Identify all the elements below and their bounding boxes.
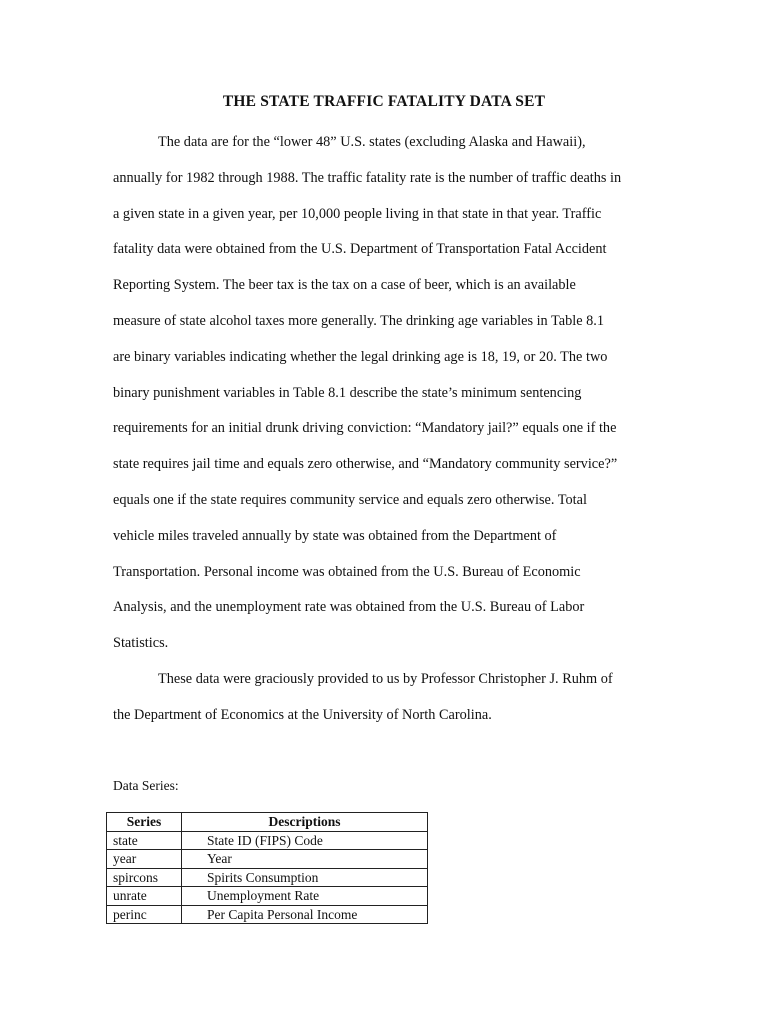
paragraph-line: a given state in a given year, per 10,000 people living in that state in that year. Traffic xyxy=(113,205,602,222)
paragraph-line: Reporting System. The beer tax is the tax on a case of beer, which is an available xyxy=(113,277,576,294)
description-cell: Year xyxy=(182,850,428,869)
table-row xyxy=(107,868,428,887)
column-header-descriptions: Descriptions xyxy=(182,813,428,832)
paragraph-line: state requires jail time and equals zero otherwise, and “Mandatory community service?” xyxy=(113,456,618,473)
description-cell: Spirits Consumption xyxy=(182,868,428,887)
table-row xyxy=(107,887,428,906)
description-cell: Unemployment Rate xyxy=(182,887,428,906)
series-cell: perinc xyxy=(107,905,182,924)
series-cell: year xyxy=(107,850,182,869)
paragraph-line: binary punishment variables in Table 8.1 describe the state’s minimum sentencing xyxy=(113,384,582,401)
table-row xyxy=(107,850,428,869)
paragraph-line: the Department of Economics at the University of North Carolina. xyxy=(113,706,492,723)
paragraph-line: Analysis, and the unemployment rate was obtained from the U.S. Bureau of Labor xyxy=(113,599,585,616)
table-row xyxy=(107,905,428,924)
series-cell: state xyxy=(107,831,182,850)
page-title: THE STATE TRAFFIC FATALITY DATA SET xyxy=(222,93,546,110)
paragraph-line: fatality data were obtained from the U.S. Department of Transportation Fatal Accident xyxy=(113,241,607,258)
paragraph-description xyxy=(113,125,658,662)
paragraph-line: Statistics. xyxy=(113,635,169,652)
data-series-label: Data Series: xyxy=(113,778,179,793)
paragraph-line: equals one if the state requires community service and equals zero otherwise. Total xyxy=(113,491,587,508)
paragraph-line: vehicle miles traveled annually by state was obtained from the Department of xyxy=(113,527,557,544)
series-cell: unrate xyxy=(107,887,182,906)
description-cell: Per Capita Personal Income xyxy=(182,905,428,924)
table-header-row xyxy=(107,813,428,832)
paragraph-line: These data were graciously provided to us by Professor Christopher J. Ruhm of xyxy=(158,671,613,687)
series-cell: spircons xyxy=(107,868,182,887)
description-cell: State ID (FIPS) Code xyxy=(182,831,428,850)
paragraph-line: annually for 1982 through 1988. The traffic fatality rate is the number of traffic deaths in xyxy=(113,169,622,186)
data-series-table xyxy=(106,812,428,924)
paragraph-line: Transportation. Personal income was obtained from the U.S. Bureau of Economic xyxy=(113,563,581,580)
paragraph-acknowledgement xyxy=(113,662,658,734)
paragraph-line: measure of state alcohol taxes more generally. The drinking age variables in Table 8.1 xyxy=(113,312,605,329)
paragraph-line: The data are for the “lower 48” U.S. states (excluding Alaska and Hawaii), xyxy=(158,134,586,150)
column-header-series: Series xyxy=(107,813,182,832)
table-row xyxy=(107,831,428,850)
paragraph-line: are binary variables indicating whether the legal drinking age is 18, 19, or 20. The two xyxy=(113,348,608,365)
paragraph-line: requirements for an initial drunk driving conviction: “Mandatory jail?” equals one if the xyxy=(113,420,617,437)
